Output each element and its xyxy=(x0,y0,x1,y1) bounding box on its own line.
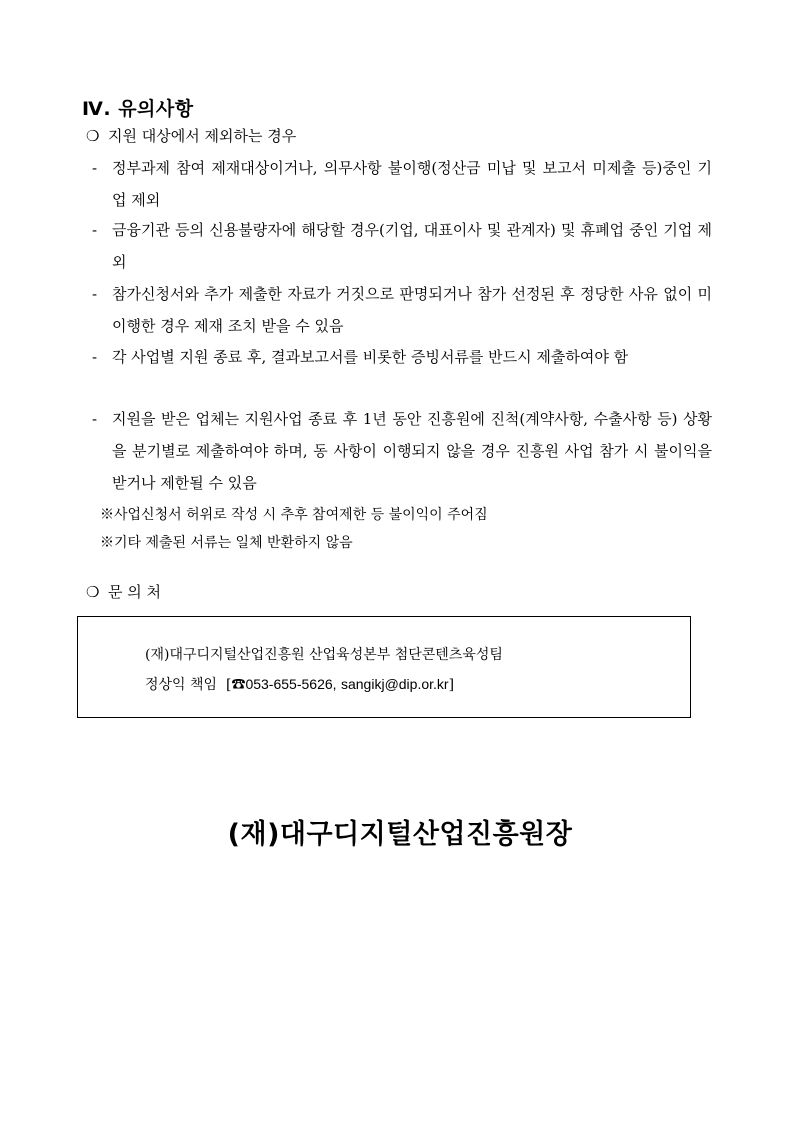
exclusion-item-4 xyxy=(92,341,712,373)
exclusion-item-text: 정부과제 참여 제재대상이거나, 의무사항 불이행(정산금 미납 및 보고서 미제출 등)중인 기업 제외 xyxy=(112,159,712,209)
contact-email: sangikj@dip.or.kr xyxy=(340,676,449,692)
hollow-circle-icon: ❍ xyxy=(86,127,100,145)
contact-heading-text: 문 의 처 xyxy=(108,583,162,601)
contact-person-line xyxy=(145,672,454,697)
issuer-name: (재)대구디지털산업진흥원장 xyxy=(227,819,573,850)
dash-marker: - xyxy=(92,159,98,177)
exclusion-item-3 xyxy=(92,278,712,342)
contact-org-line: (재)대구디지털산업진흥원 산업육성본부 첨단콘텐츠육성팀 xyxy=(145,647,503,663)
exclusion-item-text: 참가신청서와 추가 제출한 자료가 거짓으로 판명되거나 참가 선정된 후 정당한 사유 없이 미이행한 경우 제재 조치 받을 수 있음 xyxy=(112,285,712,335)
contact-person: 정상익 책임 xyxy=(145,677,218,693)
note-1: ※사업신청서 허위로 작성 시 추후 참여제한 등 불이익이 주어짐 xyxy=(100,507,488,523)
note-2: ※기타 제출된 서류는 일체 반환하지 않음 xyxy=(100,535,353,551)
dash-marker: - xyxy=(92,221,98,239)
hollow-circle-icon: ❍ xyxy=(86,583,100,601)
exclusion-item-text: 각 사업별 지원 종료 후, 결과보고서를 비롯한 증빙서류를 반드시 제출하여야 함 xyxy=(112,348,629,366)
open-bracket: [ xyxy=(225,677,232,693)
contact-phone: 053-655-5626, xyxy=(245,676,337,692)
dash-marker: - xyxy=(92,410,98,428)
dash-marker: - xyxy=(92,285,98,303)
contact-heading xyxy=(86,580,161,604)
exclusion-item-1 xyxy=(92,152,712,216)
section-title: Ⅳ. 유의사항 xyxy=(82,98,194,120)
exclusion-item-2 xyxy=(92,214,712,278)
exclusions-heading-text: 지원 대상에서 제외하는 경우 xyxy=(108,127,297,145)
phone-icon: ☎ xyxy=(231,677,246,693)
exclusion-item-5 xyxy=(92,403,712,499)
exclusions-heading xyxy=(86,124,296,148)
exclusion-item-text: 지원을 받은 업체는 지원사업 종료 후 1년 동안 진흥원에 진척(계약사항, 수출사항 등) 상황을 분기별로 제출하여야 하며, 동 사항이 이행되지 않을 경우 진흥원 사업 참가 시 불이익을 받거나 제한될 수 있음 xyxy=(112,410,712,492)
contact-box xyxy=(77,616,691,718)
exclusion-item-text: 금융기관 등의 신용불량자에 해당할 경우(기업, 대표이사 및 관계자) 및 휴폐업 중인 기업 제외 xyxy=(112,221,712,271)
dash-marker: - xyxy=(92,348,98,366)
close-bracket: ] xyxy=(448,677,455,693)
